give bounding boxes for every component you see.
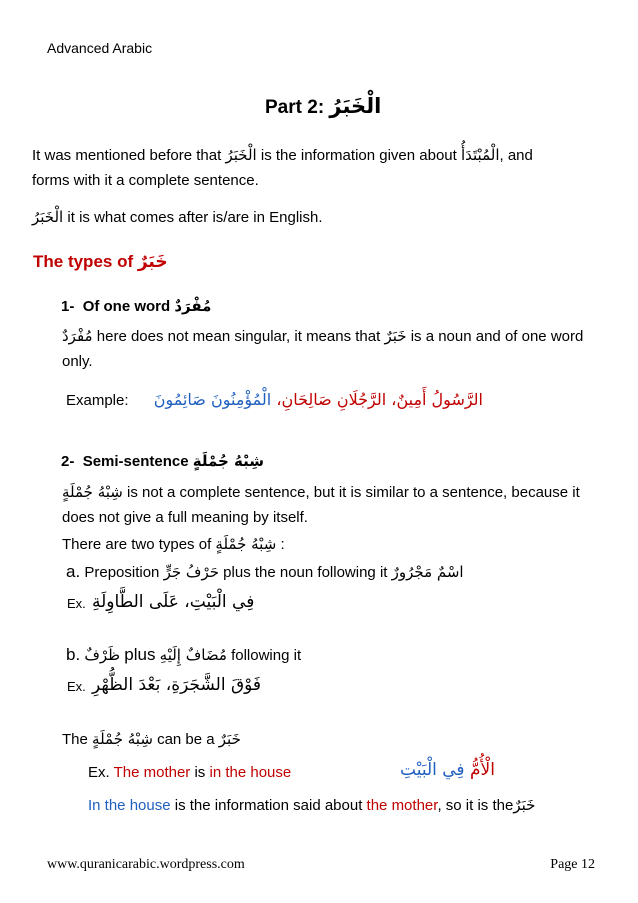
intro-line-2: forms with it a complete sentence. bbox=[32, 172, 259, 189]
type-b-arabic-1: ظَرْفٌ bbox=[84, 646, 121, 664]
section-1-number: 1- bbox=[61, 298, 75, 315]
part-sep: : bbox=[317, 97, 325, 118]
section-1-para-line-1 bbox=[62, 327, 583, 345]
intro-line-1 bbox=[32, 146, 533, 164]
section-2-types-arabic: شِبْهُ جُمْلَةٍ bbox=[215, 535, 277, 553]
closing-text-2: can be a bbox=[157, 731, 215, 748]
type-a-text-2: plus the noun following it bbox=[223, 564, 388, 581]
closing-summary-red: the mother bbox=[366, 797, 438, 814]
section-2-number: 2- bbox=[61, 453, 75, 470]
section-2-types-line bbox=[62, 535, 285, 553]
type-b-arabic-2: مُضَافٌ إِلَيْهِ bbox=[159, 646, 227, 664]
section-1-title-text: Of one word bbox=[82, 298, 171, 315]
example-label: Example: bbox=[66, 392, 129, 409]
type-b-label: b. bbox=[66, 645, 81, 664]
example-arabic-blue: الْمُؤْمِنُونَ صَائِمُونَ bbox=[153, 390, 272, 409]
section-1-para-text-1: here does not mean singular, it means that bbox=[96, 328, 381, 345]
intro-text-3: , and bbox=[499, 147, 533, 164]
type-b-text: following it bbox=[231, 647, 302, 664]
closing-example-arabic bbox=[400, 760, 495, 780]
closing-line bbox=[62, 730, 241, 748]
type-a-label: a. bbox=[66, 562, 81, 581]
type-b-plus: plus bbox=[124, 645, 156, 664]
types-heading bbox=[33, 252, 168, 272]
closing-example-arabic-blue: فِي الْبَيْتِ bbox=[400, 760, 465, 780]
intro-arabic-2: الْمُبْتَدَأُ bbox=[460, 146, 500, 164]
types-heading-arabic: خَبَرٌ bbox=[137, 252, 168, 272]
example-arabic-red-1: الرَّسُولُ أَمِينٌ، bbox=[391, 390, 483, 409]
types-heading-text: The types of bbox=[33, 252, 134, 271]
part-label: Part 2 bbox=[265, 97, 318, 118]
intro2-arabic: الْخَبَرُ bbox=[32, 208, 64, 226]
closing-example-label: Ex. bbox=[88, 764, 110, 781]
section-1-para-line-2: only. bbox=[62, 353, 93, 370]
intro2-text: it is what comes after is/are in English. bbox=[67, 209, 323, 226]
running-header: Advanced Arabic bbox=[47, 40, 153, 56]
type-a-arabic-1: حَرْفُ جَرٍّ bbox=[163, 563, 219, 581]
section-2-para-text-1: is not a complete sentence, but it is similar to a sentence, because it bbox=[127, 484, 580, 501]
section-2-para-line-2: does not give a full meaning by itself. bbox=[62, 509, 308, 526]
intro-arabic-1: الْخَبَرُ bbox=[225, 146, 257, 164]
part-arabic: الْخَبَرُ bbox=[329, 94, 382, 118]
type-a-example-arabic: فِي الْبَيْتِ، عَلَى الطَّاوِلَةِ bbox=[92, 592, 255, 612]
type-a-arabic-2: اسْمٌ مَجْرُورٌ bbox=[391, 563, 464, 581]
type-a-line bbox=[66, 562, 464, 582]
intro-line-3 bbox=[32, 208, 323, 226]
intro-text-1: It was mentioned before that bbox=[32, 147, 222, 164]
closing-example-predicate: in the house bbox=[209, 764, 292, 781]
section-1-para-arabic-1: مُفْرَدٌ bbox=[62, 327, 93, 345]
type-b-example-arabic: فَوْقَ الشَّجَرَةِ، بَعْدَ الظُّهْرِ bbox=[92, 675, 262, 695]
closing-arabic-2: خَبَرٌ bbox=[218, 730, 241, 748]
closing-summary-blue: In the house bbox=[88, 797, 171, 814]
closing-summary-text-1: is the information said about bbox=[174, 797, 363, 814]
closing-example-line bbox=[88, 764, 291, 781]
section-1-para-arabic-2: خَبَرٌ bbox=[384, 327, 407, 345]
section-2-types-text: There are two types of bbox=[62, 536, 212, 553]
section-2-title bbox=[61, 452, 264, 470]
section-2-para-arabic: شِبْهُ جُمْلَةٍ bbox=[62, 483, 123, 501]
section-2-para-line-1 bbox=[62, 483, 580, 501]
example-arabic-red-2: الرَّجُلَانِ صَالِحَانِ، bbox=[276, 390, 387, 409]
footer-page-number: Page 12 bbox=[550, 857, 595, 872]
section-1-example bbox=[66, 392, 129, 409]
section-2-title-text: Semi-sentence bbox=[82, 453, 189, 470]
closing-example-subject: The mother bbox=[113, 764, 191, 781]
closing-example-arabic-red: الْأُمُّ bbox=[469, 760, 495, 780]
section-2-arabic: شِبْهُ جُمْلَةٍ bbox=[192, 452, 265, 470]
section-1-example-arabic bbox=[154, 390, 483, 409]
section-1-title bbox=[61, 297, 211, 315]
closing-example-is: is bbox=[194, 764, 206, 781]
closing-summary-line bbox=[88, 796, 535, 814]
intro-text-2: is the information given about bbox=[260, 147, 457, 164]
type-b-line bbox=[66, 645, 301, 665]
closing-summary-text-2: , so it is the bbox=[437, 797, 514, 814]
footer-url: www.quranicarabic.wordpress.com bbox=[47, 857, 245, 872]
closing-summary-arabic: خَبَرٌ bbox=[513, 796, 536, 814]
type-a-example-label: Ex. bbox=[67, 596, 86, 611]
closing-arabic-1: شِبْهُ جُمْلَةٍ bbox=[92, 730, 153, 748]
type-b-example-label: Ex. bbox=[67, 679, 86, 694]
section-2-types-colon: : bbox=[280, 536, 285, 553]
section-1-para-text-2: is a noun and of one word bbox=[410, 328, 584, 345]
page-title bbox=[265, 94, 381, 119]
closing-text-1: The bbox=[62, 731, 88, 748]
type-a-text-1: Preposition bbox=[84, 564, 160, 581]
section-1-arabic: مُفْرَدٌ bbox=[174, 297, 212, 315]
